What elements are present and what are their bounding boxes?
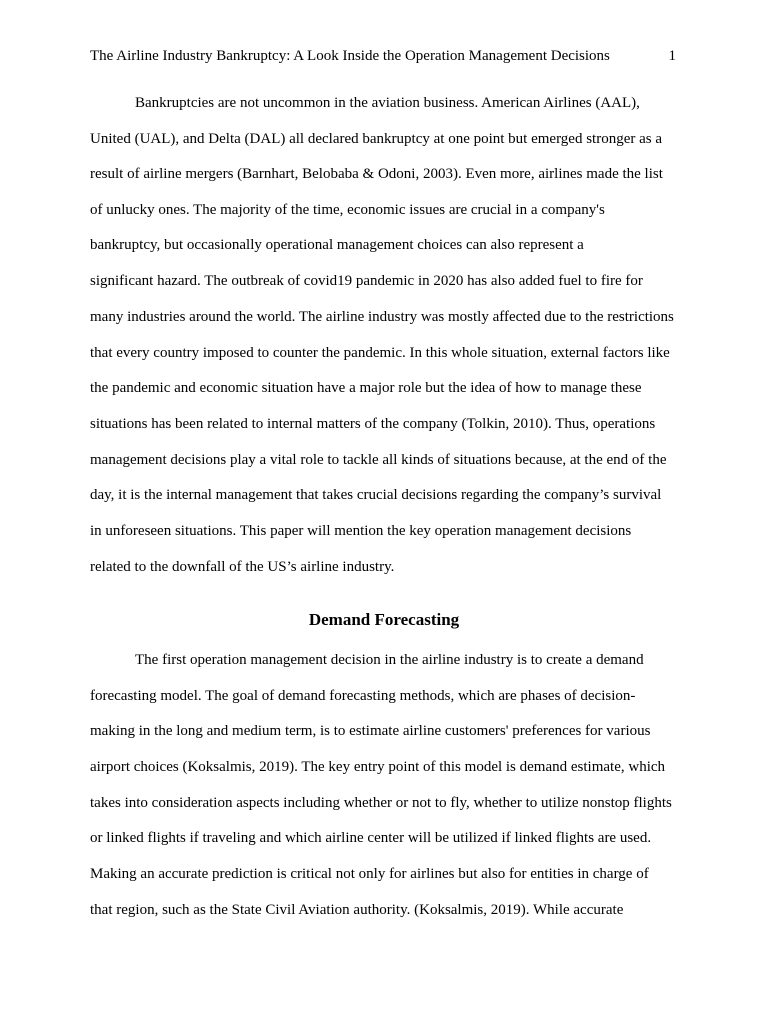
paragraph-line: making in the long and medium term, is to estimate airline customers' preferences for various	[90, 723, 651, 739]
paragraph-line: takes into consideration aspects including whether or not to fly, whether to utilize nonstop flights	[90, 795, 672, 811]
paragraph-line: day, it is the internal management that takes crucial decisions regarding the company’s survival	[90, 487, 662, 503]
paragraph-line: United (UAL), and Delta (DAL) all declared bankruptcy at one point but emerged stronger as a	[90, 131, 663, 147]
paragraph-line: that every country imposed to counter the pandemic. In this whole situation, external factors like	[90, 345, 670, 361]
paragraph-line: Making an accurate prediction is critical not only for airlines but also for entities in charge of	[90, 866, 649, 882]
paragraph-line: of unlucky ones. The majority of the time, economic issues are crucial in a company's	[90, 202, 605, 218]
paragraph-line: that region, such as the State Civil Aviation authority. (Koksalmis, 2019). While accurate	[90, 902, 624, 918]
page-number: 1	[668, 48, 676, 64]
paragraph-line: management decisions play a vital role to tackle all kinds of situations because, at the end of the	[90, 452, 667, 468]
paragraph-line: bankruptcy, but occasionally operational management choices can also represent a	[90, 237, 584, 253]
paragraph-line: in unforeseen situations. This paper will mention the key operation management decisions	[90, 523, 632, 539]
paragraph-line: result of airline mergers (Barnhart, Belobaba & Odoni, 2003). Even more, airlines made the list	[90, 166, 663, 182]
paragraph-line: situations has been related to internal matters of the company (Tolkin, 2010). Thus, operations	[90, 416, 656, 432]
paragraph-line: related to the downfall of the US’s airline industry.	[90, 559, 395, 575]
paragraph-line: The first operation management decision in the airline industry is to create a demand	[135, 652, 644, 668]
paragraph-line: significant hazard. The outbreak of covid19 pandemic in 2020 has also added fuel to fire for	[90, 273, 643, 289]
header-title: The Airline Industry Bankruptcy: A Look Inside the Operation Management Decisions	[90, 48, 610, 64]
paragraph-line: or linked flights if traveling and which airline center will be utilized if linked flights are used.	[90, 830, 652, 846]
paragraph-line: forecasting model. The goal of demand forecasting methods, which are phases of decision-	[90, 688, 636, 704]
running-header	[90, 46, 676, 66]
paragraph-line: many industries around the world. The airline industry was mostly affected due to the restrictions	[90, 309, 674, 325]
paragraph-line: airport choices (Koksalmis, 2019). The key entry point of this model is demand estimate, which	[90, 759, 666, 775]
paragraph-line: Bankruptcies are not uncommon in the aviation business. American Airlines (AAL),	[135, 95, 640, 111]
section-heading: Demand Forecasting	[308, 610, 460, 629]
paragraph-line: the pandemic and economic situation have a major role but the idea of how to manage these	[90, 380, 642, 396]
